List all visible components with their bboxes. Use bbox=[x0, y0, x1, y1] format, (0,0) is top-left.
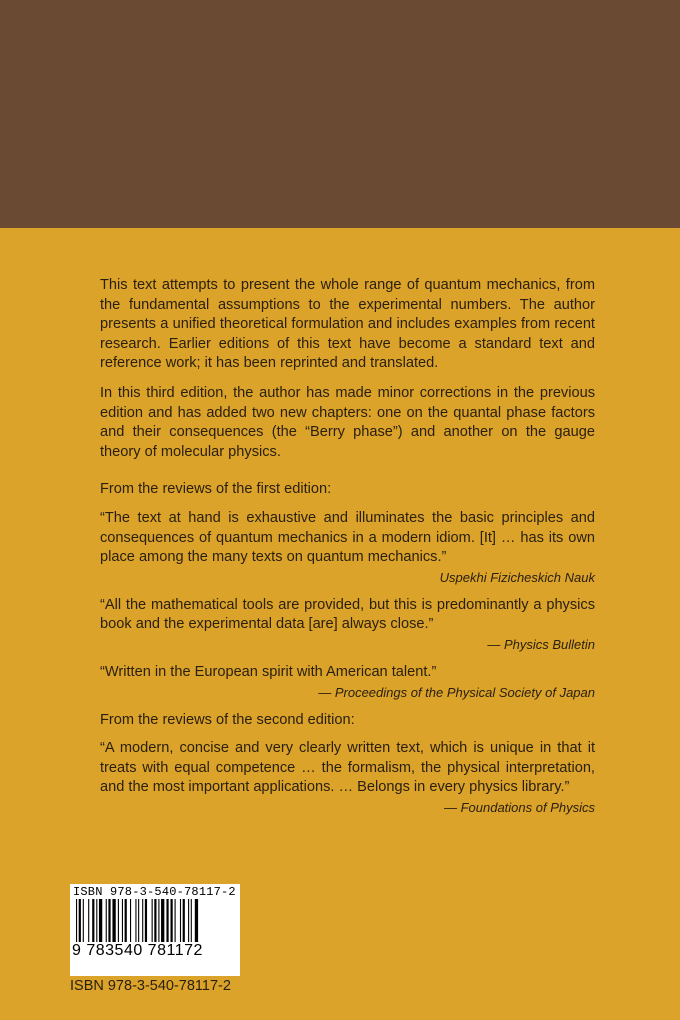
review-source: — Physics Bulletin bbox=[487, 636, 595, 652]
reviews-first-heading: From the reviews of the first edition: bbox=[100, 481, 332, 498]
top-color-band bbox=[0, 0, 680, 228]
review-source: Uspekhi Fizicheskich Nauk bbox=[439, 569, 595, 585]
reviews-second-heading: From the reviews of the second edition: bbox=[100, 711, 355, 728]
review-source: — Proceedings of the Physical Society of Japan bbox=[318, 684, 595, 700]
review-source: — Foundations of Physics bbox=[443, 799, 595, 815]
barcode-isbn-label: ISBN 978-3-540-78117-2 bbox=[73, 885, 236, 899]
review-quote: “Written in the European spirit with American talent.” bbox=[100, 663, 437, 680]
review-quote: “All the mathematical tools are provided, but this is predominantly a physics book and the experimental data [are] always close.” bbox=[100, 596, 595, 633]
review-quote: “A modern, concise and very clearly written text, which is unique in that it treats with equal competence … the formalism, the physical interpretation, and the most important applications. … Belongs in every physics library.” bbox=[100, 740, 595, 796]
back-cover-text bbox=[100, 276, 595, 826]
barcode-digits: 9 783540 781172 bbox=[72, 942, 238, 960]
description-paragraph-2: In this third edition, the author has made minor corrections in the previous edition and has added two new chapters: one on the quantal phase factors and their consequences (the “Berry phase”) and another on the gauge theory of molecular physics. bbox=[100, 384, 595, 460]
description-paragraph-1: This text attempts to present the whole range of quantum mechanics, from the fundamental assumptions to the experimental numbers. The author presents a unified theoretical formulation and includes examples from recent research. Earlier editions of this text have become a standard text and reference work; it has been reprinted and translated. bbox=[100, 277, 595, 372]
isbn-text: ISBN 978-3-540-78117-2 bbox=[70, 978, 231, 994]
isbn-barcode bbox=[70, 884, 240, 976]
review-quote: “The text at hand is exhaustive and illuminates the basic principles and consequences of quantum mechanics in a modern idiom. [It] … has its own place among the many texts on quantum mechanics.” bbox=[100, 509, 595, 566]
